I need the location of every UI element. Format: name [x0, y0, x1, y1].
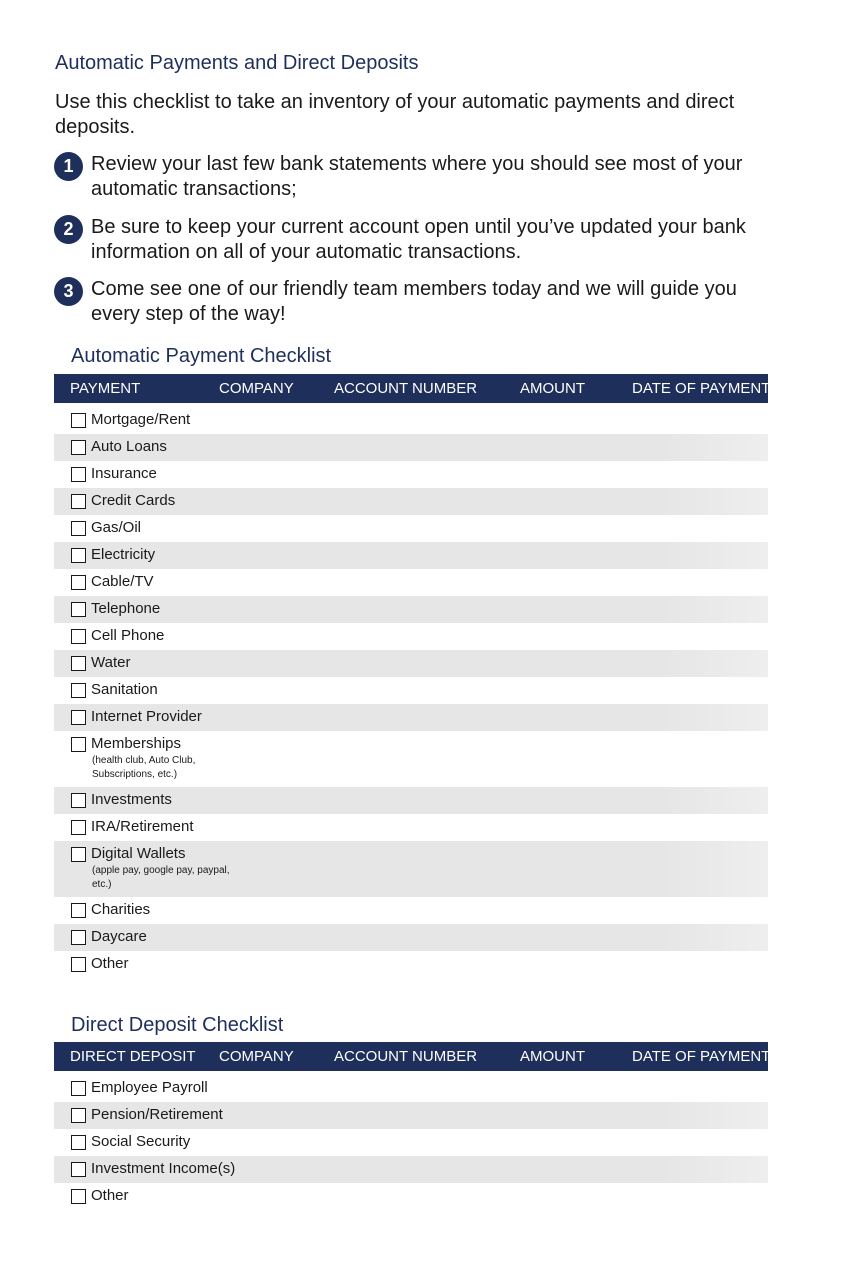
checklist-item-label: Charities [91, 901, 151, 918]
checkbox[interactable] [71, 629, 86, 644]
column-header-company: COMPANY [219, 1048, 294, 1065]
checkbox[interactable] [71, 656, 86, 671]
checkbox[interactable] [71, 847, 86, 862]
checklist-item-label: Investment Income(s) [91, 1160, 236, 1177]
step-1 [54, 152, 754, 204]
column-header-date-of-payment: DATE OF PAYMENT [632, 380, 771, 397]
step-number-badge: 1 [54, 152, 83, 181]
checklist-row [54, 731, 768, 787]
checklist-row [54, 1102, 768, 1129]
checklist-item-label: Memberships [91, 735, 182, 752]
checkbox[interactable] [71, 494, 86, 509]
checklist-row [54, 924, 768, 951]
checklist-item-label: Sanitation [91, 681, 158, 698]
checkbox[interactable] [71, 903, 86, 918]
step-3 [54, 277, 754, 329]
deposit-table-header [54, 1042, 771, 1071]
column-header-payment: PAYMENT [70, 380, 141, 397]
checkbox[interactable] [71, 602, 86, 617]
checklist-row [54, 623, 768, 650]
checklist-row [54, 434, 768, 461]
checkbox[interactable] [71, 793, 86, 808]
checklist-item-label: Daycare [91, 928, 147, 945]
checklist-row [54, 704, 768, 731]
checkbox[interactable] [71, 930, 86, 945]
column-header-direct-deposit: DIRECT DEPOSIT [70, 1048, 196, 1065]
checkbox[interactable] [71, 575, 86, 590]
checkbox[interactable] [71, 710, 86, 725]
checkbox[interactable] [71, 683, 86, 698]
checklist-row [54, 461, 768, 488]
checkbox[interactable] [71, 440, 86, 455]
payment-table-header [54, 374, 771, 403]
checkbox[interactable] [71, 1189, 86, 1204]
checkbox[interactable] [71, 413, 86, 428]
step-2 [54, 215, 754, 267]
checkbox[interactable] [71, 521, 86, 536]
checklist-item-label: Credit Cards [91, 492, 176, 509]
checklist-row [54, 1156, 768, 1183]
checkbox[interactable] [71, 737, 86, 752]
checklist-item-label: Mortgage/Rent [91, 411, 191, 428]
checklist-item-label: Telephone [91, 600, 161, 617]
checklist-item-label: Cell Phone [91, 627, 165, 644]
checklist-item-label: Water [91, 654, 131, 671]
checkbox[interactable] [71, 1135, 86, 1150]
checkbox[interactable] [71, 467, 86, 482]
checklist-item-label: Internet Provider [91, 708, 202, 725]
column-header-account-number: ACCOUNT NUMBER [334, 1048, 478, 1065]
checklist-item-label: Employee Payroll [91, 1079, 208, 1096]
step-text: Come see one of our friendly team members today and we will guide you every step of the way! [91, 278, 737, 325]
checklist-item-label: Insurance [91, 465, 157, 482]
deposit-checklist-title: Direct Deposit Checklist [71, 1014, 284, 1036]
checklist-item-label: Digital Wallets [91, 845, 186, 862]
column-header-amount: AMOUNT [520, 1048, 585, 1065]
checklist-item-label: Cable/TV [91, 573, 154, 590]
checklist-row [54, 515, 768, 542]
checkbox[interactable] [71, 1081, 86, 1096]
column-header-account-number: ACCOUNT NUMBER [334, 380, 478, 397]
checklist-item-label: Pension/Retirement [91, 1106, 223, 1123]
checklist-item-label: Social Security [91, 1133, 191, 1150]
section-title: Automatic Payments and Direct Deposits [55, 52, 419, 74]
checkbox[interactable] [71, 548, 86, 563]
step-number-badge: 3 [54, 277, 83, 306]
checklist-row [54, 814, 768, 841]
checklist-item-label: Investments [91, 791, 172, 808]
checklist-row [54, 841, 768, 897]
step-text: Review your last few bank statements where you should see most of your automatic transactions; [91, 153, 743, 200]
checklist-row [54, 542, 768, 569]
step-number-badge: 2 [54, 215, 83, 244]
checklist-row [54, 897, 768, 924]
checklist-row [54, 677, 768, 704]
checkbox[interactable] [71, 1162, 86, 1177]
checklist-row [54, 407, 768, 434]
checklist-item-label: Gas/Oil [91, 519, 142, 536]
checklist-item-label: IRA/Retirement [91, 818, 194, 835]
checklist-row [54, 488, 768, 515]
checklist-row [54, 1129, 768, 1156]
payment-checklist-title: Automatic Payment Checklist [71, 345, 332, 367]
column-header-amount: AMOUNT [520, 380, 585, 397]
checklist-row [54, 569, 768, 596]
column-header-company: COMPANY [219, 380, 294, 397]
checklist-item-label: Other [91, 1187, 129, 1204]
checkbox[interactable] [71, 1108, 86, 1123]
checklist-row [54, 787, 768, 814]
checklist-item-label: Auto Loans [91, 438, 167, 455]
checklist-item-note: (health club, Auto Club, Subscriptions, etc.) [92, 755, 196, 780]
checklist-row [54, 596, 768, 623]
step-text: Be sure to keep your current account open until you’ve updated your bank information on all of your automatic transactions. [91, 216, 746, 263]
checkbox[interactable] [71, 820, 86, 835]
checklist-row [54, 951, 768, 978]
checklist-row [54, 1075, 768, 1102]
checklist-item-label: Other [91, 955, 129, 972]
intro-text: Use this checklist to take an inventory of your automatic payments and direct deposits. [55, 91, 735, 138]
checklist-item-note: (apple pay, google pay, paypal, etc.) [92, 865, 230, 890]
checklist-row [54, 650, 768, 677]
column-header-date-of-payment: DATE OF PAYMENT [632, 1048, 771, 1065]
checklist-row [54, 1183, 768, 1210]
checkbox[interactable] [71, 957, 86, 972]
checklist-item-label: Electricity [91, 546, 156, 563]
